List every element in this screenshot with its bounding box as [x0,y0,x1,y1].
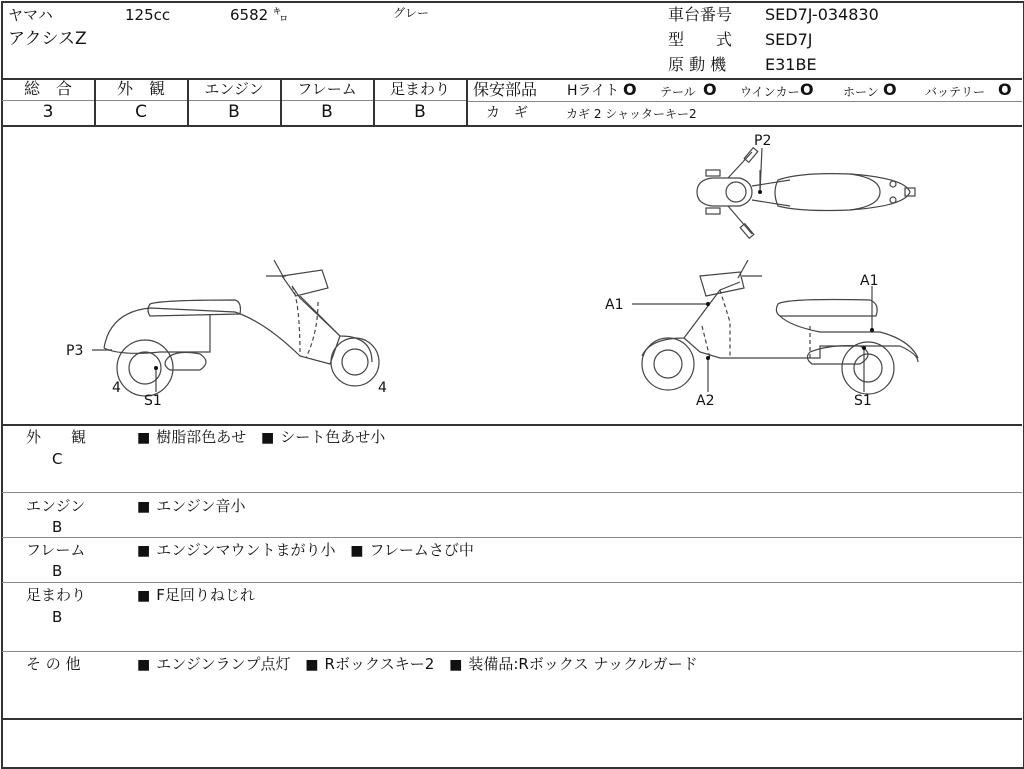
frame-grade-label: フレーム [297,80,357,98]
bullet: ■ [137,657,151,673]
exterior-grade: C [135,102,147,122]
remark-item: フレームさび中 [369,541,474,559]
remark-frame-label: フレーム [26,541,86,559]
scooter-left-side [104,260,379,396]
remark-exterior-grade: C [52,450,63,468]
remark-engine-items [137,497,246,516]
headlight-status: O [623,80,637,99]
horn-label: ホーン [843,85,879,99]
remark-other-label: そ の 他 [26,655,81,673]
label-a1-rear: A1 [860,273,879,289]
frame-grade: B [321,102,333,122]
winker-status: O [800,80,814,99]
horn-status: O [883,80,897,99]
remark-item: F足回りねじれ [156,586,255,604]
bullet: ■ [305,657,319,673]
bullet: ■ [137,588,151,604]
engine-code: E31BE [765,55,817,74]
remark-other-items [137,655,698,674]
key-label: カ ギ [486,105,528,121]
overall-grade: 3 [42,102,54,122]
remark-item: Rボックスキー2 [324,655,435,673]
battery-label: バッテリー [925,85,986,99]
remark-engine-label: エンジン [26,497,86,515]
suspension-grade-label: 足まわり [389,80,450,98]
remark-item: 装備品:Rボックス ナックルガード [468,655,698,673]
key-value: カギ 2 シャッターキー2 [566,107,697,121]
label-a2: A2 [696,393,715,409]
color: グレー [393,6,430,20]
displacement: 125cc [125,6,171,24]
remark-item: 樹脂部色あせ [156,428,247,446]
remark-frame-items [137,541,474,560]
label-right-s1: S1 [854,393,872,409]
scooter-top-view [697,148,915,239]
remark-item: シート色あせ小 [280,428,386,446]
label-left-4a: 4 [112,380,121,396]
frame-number-label: 車台番号 [668,5,733,24]
label-left-s1: S1 [144,393,162,409]
model-name: アクシスZ [8,29,87,49]
bullet: ■ [261,430,275,446]
safety-label: 保安部品 [473,80,538,99]
remark-frame-grade: B [52,562,63,580]
engine-grade: B [228,102,240,122]
scooter-diagram [0,126,1024,424]
winker-label: ウインカー [740,85,800,99]
remark-exterior-label: 外 観 [26,428,87,446]
exterior-label: 外 観 [116,79,165,98]
mileage: 6582 ㌔ [230,6,288,24]
remark-suspension-label: 足まわり [26,586,87,604]
tail-label-text: テール [660,85,696,99]
label-a1-front: A1 [605,297,624,313]
remark-suspension-items [137,586,255,605]
bullet: ■ [449,657,463,673]
remark-exterior-items [137,428,385,447]
label-p3: P3 [66,343,84,359]
bullet: ■ [137,430,151,446]
engine-label: 原 動 機 [668,55,727,74]
engine-grade-label: エンジン [204,80,264,98]
battery-status: O [998,80,1012,99]
label-left-4b: 4 [378,380,387,396]
remark-engine-grade: B [52,518,63,536]
model-label: 型 式 [668,30,733,49]
remark-item: エンジン音小 [156,497,246,515]
remark-suspension-grade: B [52,608,63,626]
frame-number: SED7J-034830 [765,5,879,24]
tail-status: O [703,80,717,99]
remark-item: エンジンランプ点灯 [156,655,291,673]
remark-item: エンジンマウントまがり小 [156,541,336,559]
maker: ヤマハ [8,6,53,24]
model-code: SED7J [765,30,813,49]
suspension-grade: B [414,102,426,122]
overall-label: 総 合 [23,79,72,98]
label-p2: P2 [754,133,772,149]
bullet: ■ [137,499,151,515]
headlight-label: Hライト [567,83,620,99]
bullet: ■ [137,543,151,559]
bullet: ■ [350,543,364,559]
